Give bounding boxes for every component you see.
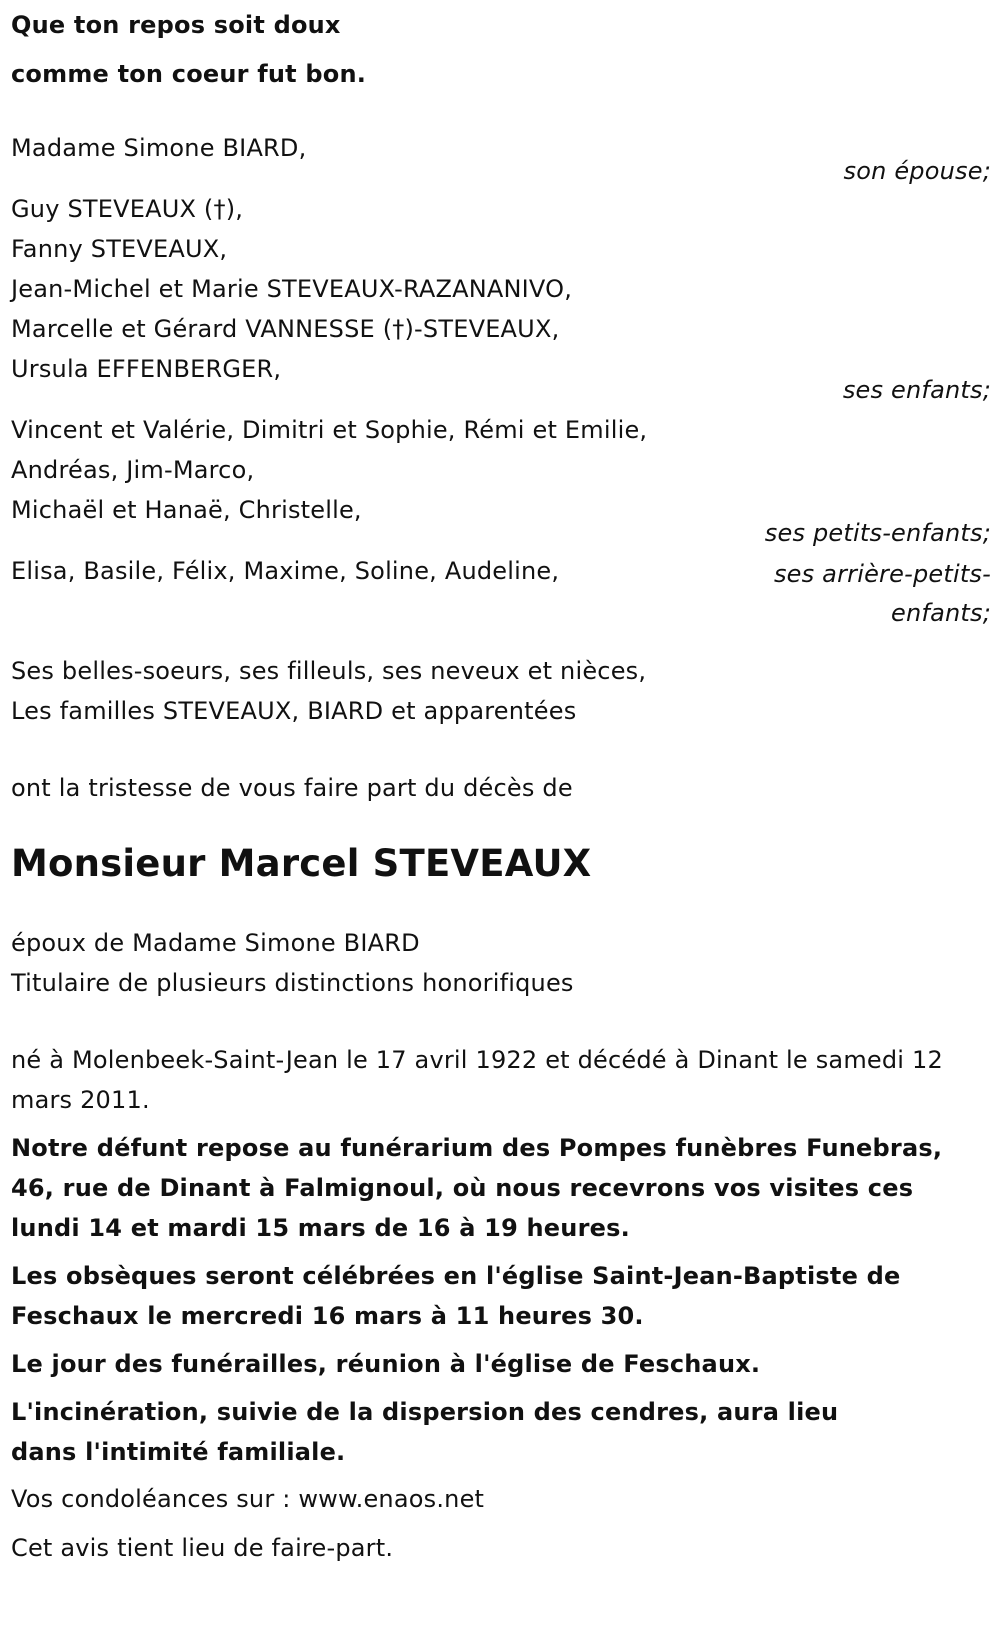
- great-grandchildren-relation-line-1: ses arrière-petits-: [773, 560, 991, 588]
- grandchildren-group: [11, 410, 991, 547]
- great-grandchildren-group: [11, 551, 991, 630]
- grandchild-name: Andréas, Jim-Marco,: [11, 456, 255, 484]
- visitation-info: Notre défunt repose au funérarium des Pompes funèbres Funebras, 46, rue de Dinant à Falmignoul, où nous recevrons vos visites ces lundi 14 et mardi 15 mars de 16 à 19 heures.: [11, 1134, 943, 1242]
- child-name: Fanny STEVEAUX,: [11, 235, 228, 263]
- extended-family: [11, 651, 991, 731]
- child-name: Marcelle et Gérard VANNESSE (†)-STEVEAUX,: [11, 315, 560, 343]
- epitaph-line-2: comme ton coeur fut bon.: [11, 60, 367, 88]
- great-grandchild-name: Elisa, Basile, Félix, Maxime, Soline, Audeline,: [11, 557, 560, 585]
- birth-death: né à Molenbeek-Saint-Jean le 17 avril 1922 et décédé à Dinant le samedi 12 mars 2011.: [11, 1046, 943, 1114]
- spouse-relation: son épouse;: [843, 157, 991, 185]
- funeral-info: Les obsèques seront célébrées en l'église Saint-Jean-Baptiste de Feschaux le mercredi 16 mars à 11 heures 30.: [11, 1262, 901, 1330]
- spouse-of: époux de Madame Simone BIARD: [11, 929, 420, 957]
- spouse-group: [11, 128, 991, 185]
- announcement: ont la tristesse de vous faire part du décès de: [11, 774, 573, 802]
- condolences: Vos condoléances sur : www.enaos.net: [11, 1485, 485, 1513]
- epitaph: [11, 1, 991, 99]
- obituary-notice: [11, 0, 991, 1568]
- child-name: Guy STEVEAUX (†),: [11, 195, 244, 223]
- great-grandchildren-relation-line-2: enfants;: [891, 599, 991, 627]
- grandchild-name: Vincent et Valérie, Dimitri et Sophie, Rémi et Emilie,: [11, 416, 648, 444]
- child-name: Ursula EFFENBERGER,: [11, 355, 282, 383]
- children-group: [11, 189, 991, 404]
- extended-family-line: Les familles STEVEAUX, BIARD et apparentées: [11, 697, 577, 725]
- children-relation: ses enfants;: [842, 376, 991, 404]
- cremation-info: L'incinération, suivie de la dispersion des cendres, aura lieu dans l'intimité familiale.: [11, 1398, 839, 1466]
- grandchild-name: Michaël et Hanaë, Christelle,: [11, 496, 362, 524]
- meeting-info: Le jour des funérailles, réunion à l'église de Feschaux.: [11, 1350, 761, 1378]
- spouse-name: Madame Simone BIARD,: [11, 134, 307, 162]
- closing-note: Cet avis tient lieu de faire-part.: [11, 1534, 394, 1562]
- child-name: Jean-Michel et Marie STEVEAUX-RAZANANIVO,: [11, 275, 573, 303]
- deceased-name: Monsieur Marcel STEVEAUX: [11, 842, 592, 885]
- deceased-details: [11, 923, 991, 1003]
- distinctions: Titulaire de plusieurs distinctions honorifiques: [11, 969, 574, 997]
- epitaph-line-1: Que ton repos soit doux: [11, 11, 341, 39]
- extended-family-line: Ses belles-soeurs, ses filleuls, ses neveux et nièces,: [11, 657, 647, 685]
- grandchildren-relation: ses petits-enfants;: [764, 519, 991, 547]
